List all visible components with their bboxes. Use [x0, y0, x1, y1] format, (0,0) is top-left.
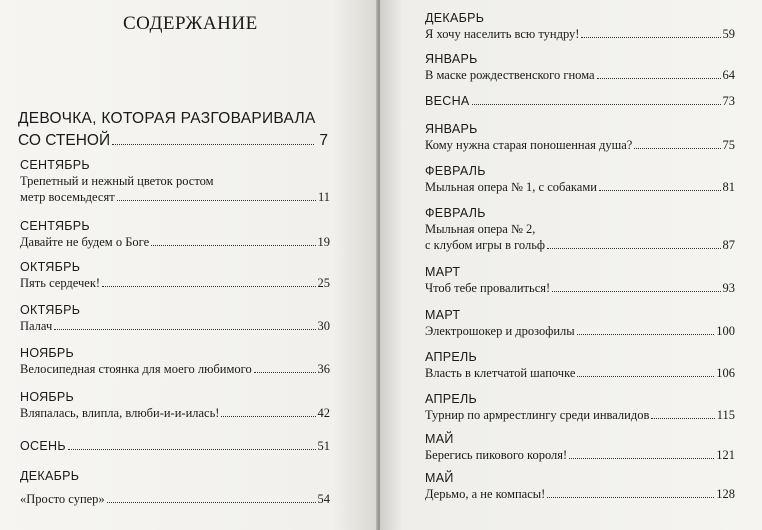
dot-leader — [547, 490, 714, 498]
entry-line — [20, 318, 330, 334]
dot-leader — [472, 97, 721, 105]
month-heading: ФЕВРАЛЬ — [425, 206, 486, 220]
entry-title: Мыльная опера № 1, с собаками — [425, 180, 597, 194]
dot-leader — [107, 495, 316, 503]
entry-line — [18, 130, 328, 152]
entry-title-line1: Трепетный и нежный цветок ростом — [20, 174, 214, 188]
entry-line — [425, 365, 735, 381]
section-heading: ВЕСНА — [425, 94, 470, 108]
entry-line — [425, 93, 735, 109]
toc-entry — [425, 10, 735, 42]
page-number: 106 — [716, 366, 735, 380]
entry-line — [425, 26, 735, 42]
entry-line — [425, 280, 735, 296]
toc-entry — [425, 121, 735, 153]
contents-title: СОДЕРЖАНИЕ — [123, 13, 258, 34]
toc-entry — [20, 345, 330, 377]
month-heading: ОКТЯБРЬ — [20, 303, 81, 317]
toc-entry — [425, 470, 735, 502]
entry-title: В маске рождественского гнома — [425, 68, 595, 82]
entry-title: Кому нужна старая поношенная душа? — [425, 138, 633, 152]
dot-leader — [651, 411, 714, 419]
dot-leader — [68, 442, 316, 450]
dot-leader — [577, 327, 715, 335]
entry-line — [425, 179, 735, 195]
page-number: 59 — [722, 27, 735, 41]
toc-entry — [18, 108, 328, 152]
dot-leader — [581, 30, 720, 38]
toc-entry — [20, 259, 330, 291]
entry-line — [20, 189, 330, 205]
entry-title: Пять сердечек! — [20, 276, 101, 290]
entry-line — [20, 491, 330, 507]
dot-leader — [254, 365, 316, 373]
page-number: 25 — [317, 276, 330, 290]
toc-entry — [20, 438, 330, 454]
month-heading: МАЙ — [425, 432, 454, 446]
page-number: 121 — [716, 448, 735, 462]
dot-leader — [151, 238, 315, 246]
page-number: 54 — [317, 492, 330, 506]
toc-entry — [20, 389, 330, 421]
entry-title-line1: Мыльная опера № 2, — [425, 222, 536, 236]
dot-leader — [117, 193, 316, 201]
entry-line — [425, 447, 735, 463]
month-heading: НОЯБРЬ — [20, 346, 75, 360]
entry-line — [20, 234, 330, 250]
dot-leader — [547, 241, 720, 249]
month-heading: ФЕВРАЛЬ — [425, 164, 486, 178]
entry-line — [425, 323, 735, 339]
page-number: 100 — [716, 324, 735, 338]
month-heading: ОКТЯБРЬ — [20, 260, 81, 274]
month-heading: МАЙ — [425, 471, 454, 485]
month-heading: СЕНТЯБРЬ — [20, 219, 90, 233]
dot-leader — [634, 141, 720, 149]
entry-title: Чтоб тебе провалиться! — [425, 281, 551, 295]
left-page — [0, 0, 378, 530]
entry-title-line2: метр восемьдесят — [20, 190, 115, 204]
entry-line — [20, 438, 330, 454]
entry-title: Вляпалась, влипла, влюби-и-и-илась! — [20, 406, 220, 420]
dot-leader — [102, 279, 315, 287]
month-heading: МАРТ — [425, 265, 461, 279]
dot-leader — [599, 183, 721, 191]
month-heading: СЕНТЯБРЬ — [20, 158, 90, 172]
month-heading: ДЕКАБРЬ — [20, 469, 80, 483]
entry-line — [425, 486, 735, 502]
entry-line — [425, 67, 735, 83]
toc-entry — [425, 51, 735, 83]
page-number: 81 — [722, 180, 735, 194]
dot-leader — [597, 71, 721, 79]
page-number: 115 — [716, 408, 735, 422]
entry-line — [425, 407, 735, 423]
toc-entry — [20, 157, 330, 205]
entry-title-line2: с клубом игры в гольф — [425, 238, 546, 252]
page-number: 51 — [317, 439, 330, 453]
month-heading: НОЯБРЬ — [20, 390, 75, 404]
dot-leader — [552, 284, 720, 292]
entry-line — [425, 237, 735, 253]
entry-line — [20, 405, 330, 421]
entry-title: «Просто супер» — [20, 492, 105, 506]
dot-leader — [577, 369, 714, 377]
entry-title: Власть в клетчатой шапочке — [425, 366, 576, 380]
page-number: 87 — [722, 238, 735, 252]
page-number: 128 — [716, 487, 735, 501]
month-heading: ЯНВАРЬ — [425, 122, 478, 136]
toc-entry — [20, 302, 330, 334]
month-heading: АПРЕЛЬ — [425, 350, 478, 364]
toc-entry — [425, 205, 735, 253]
right-page — [380, 0, 762, 530]
month-heading: АПРЕЛЬ — [425, 392, 478, 406]
dot-leader — [221, 409, 315, 417]
toc-entry — [425, 163, 735, 195]
dot-leader — [569, 451, 714, 459]
page-number: 19 — [317, 235, 330, 249]
entry-title: Палач — [20, 319, 53, 333]
page-number: 30 — [317, 319, 330, 333]
entry-line — [20, 361, 330, 377]
toc-entry — [20, 468, 330, 507]
entry-title: Дерьмо, а не компасы! — [425, 487, 546, 501]
month-heading: ДЕКАБРЬ — [425, 11, 485, 25]
entry-title: Давайте не будем о Боге — [20, 235, 150, 249]
page-number: 75 — [722, 138, 735, 152]
toc-entry — [425, 349, 735, 381]
toc-entry — [425, 431, 735, 463]
entry-title: Велосипедная стоянка для моего любимого — [20, 362, 252, 376]
dot-leader — [54, 322, 315, 330]
section-heading: ОСЕНЬ — [20, 439, 66, 453]
toc-entry — [20, 218, 330, 250]
dot-leader — [112, 135, 314, 145]
toc-entry — [425, 307, 735, 339]
page-number: 73 — [722, 94, 735, 108]
entry-title: Турнир по армрестлингу среди инвалидов — [425, 408, 650, 422]
page-number: 42 — [317, 406, 330, 420]
month-heading: ЯНВАРЬ — [425, 52, 478, 66]
page-number: 7 — [319, 132, 328, 149]
page-number: 36 — [317, 362, 330, 376]
entry-title: Берегись пикового короля! — [425, 448, 568, 462]
toc-entry — [425, 391, 735, 423]
entry-title: Электрошокер и дрозофилы — [425, 324, 575, 338]
page-number: 11 — [317, 190, 330, 204]
entry-line — [425, 137, 735, 153]
month-heading: МАРТ — [425, 308, 461, 322]
page-number: 93 — [722, 281, 735, 295]
toc-entry — [425, 93, 735, 109]
toc-entry — [425, 264, 735, 296]
page-number: 64 — [722, 68, 735, 82]
entry-title-line1: ДЕВОЧКА, КОТОРАЯ РАЗГОВАРИВАЛА — [18, 110, 316, 127]
entry-line — [20, 275, 330, 291]
entry-title: Я хочу населить всю тундру! — [425, 27, 580, 41]
entry-title-line2: СО СТЕНОЙ — [18, 132, 111, 149]
